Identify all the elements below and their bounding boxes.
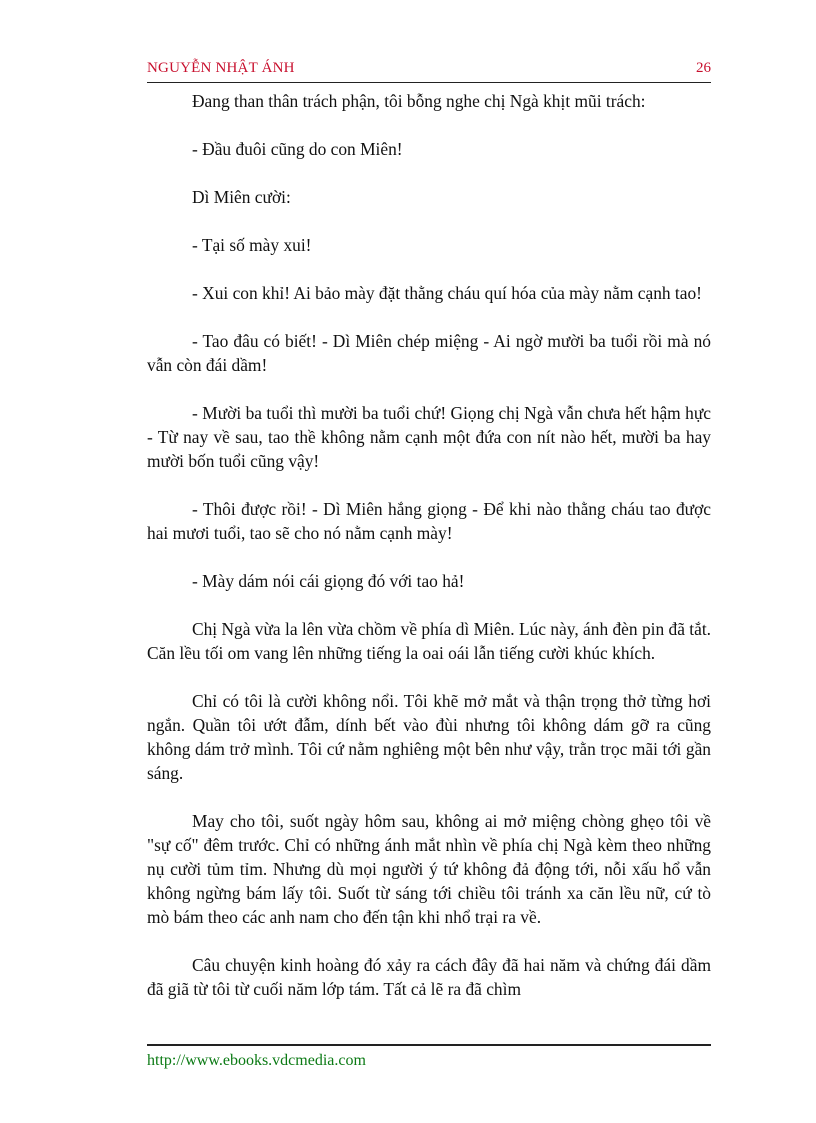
paragraph: Chỉ có tôi là cười không nổi. Tôi khẽ mở mắt và thận trọng thở từng hơi ngắn. Quần tôi ướt đẫm, dính bết vào đùi nhưng tôi không dám gỡ ra cũng không dám trở mình. Tôi cứ nằm nghiêng một bên như vậy, trằn trọc mãi tới gần sáng. bbox=[147, 691, 711, 783]
paragraph: - Tao đâu có biết! - Dì Miên chép miệng - Ai ngờ mười ba tuổi rồi mà nó vẫn còn đái dầm! bbox=[147, 331, 711, 375]
paragraph: - Tại số mày xui! bbox=[192, 235, 312, 255]
paragraph: May cho tôi, suốt ngày hôm sau, không ai mở miệng chòng ghẹo tôi về "sự cố" đêm trước. Chỉ có những ánh mắt nhìn về phía chị Ngà kèm theo những nụ cười tủm tỉm. Nhưng dù mọi người ý tứ không đả động tới, nỗi xấu hổ vẫn không ngừng bám lấy tôi. Suốt từ sáng tới chiều tôi tránh xa căn lều nữ, cứ tò mò bám theo các anh nam cho đến tận khi nhổ trại ra về. bbox=[147, 811, 711, 927]
paragraph: - Thôi được rồi! - Dì Miên hắng giọng - Để khi nào thằng cháu tao được hai mươi tuổi, tao sẽ cho nó nằm cạnh mày! bbox=[147, 499, 711, 543]
body-text bbox=[147, 89, 711, 1025]
page-footer bbox=[147, 1044, 711, 1070]
author-name: NGUYỄN NHẬT ÁNH bbox=[147, 60, 295, 76]
paragraph: - Mười ba tuổi thì mười ba tuổi chứ! Giọng chị Ngà vẫn chưa hết hậm hực - Từ nay về sau, tao thề không nằm cạnh một đứa con nít nào hết, mười ba hay mười bốn tuổi cũng vậy! bbox=[147, 403, 711, 471]
paragraph: Chị Ngà vừa la lên vừa chồm về phía dì Miên. Lúc này, ánh đèn pin đã tắt. Căn lều tối om vang lên những tiếng la oai oái lẫn tiếng cười khúc khích. bbox=[147, 619, 712, 663]
paragraph: - Đầu đuôi cũng do con Miên! bbox=[192, 139, 403, 159]
paragraph: Đang than thân trách phận, tôi bỗng nghe chị Ngà khịt mũi trách: bbox=[192, 91, 646, 111]
page-header bbox=[147, 60, 711, 83]
paragraph: Câu chuyện kinh hoàng đó xảy ra cách đây đã hai năm và chứng đái dầm đã giã từ tôi từ cuối năm lớp tám. Tất cả lẽ ra đã chìm bbox=[147, 955, 711, 999]
paragraph: - Xui con khỉ! Ai bảo mày đặt thằng cháu quí hóa của mày nằm cạnh tao! bbox=[192, 283, 702, 303]
paragraph: Dì Miên cười: bbox=[192, 187, 291, 207]
paragraph: - Mày dám nói cái giọng đó với tao hả! bbox=[192, 571, 465, 591]
footer-url[interactable]: http://www.ebooks.vdcmedia.com bbox=[147, 1052, 366, 1069]
page-number: 26 bbox=[696, 60, 711, 76]
